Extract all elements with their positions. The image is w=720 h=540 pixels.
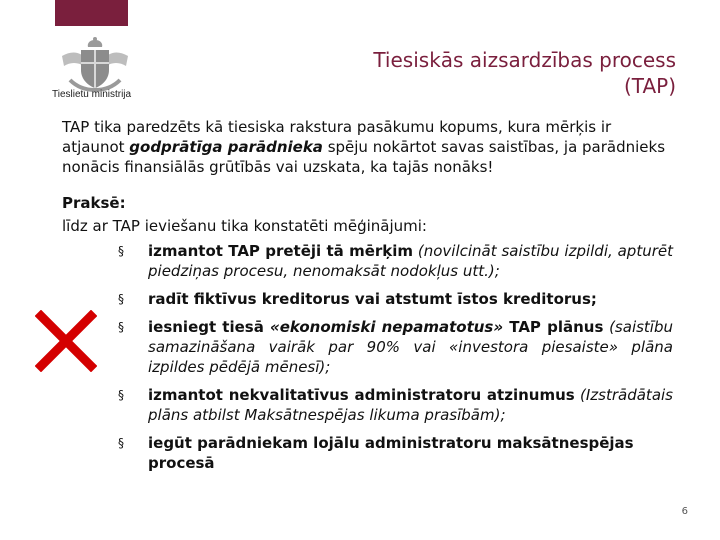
item-italic-text: (Izstrādātais plāns atbilst Maksātnespējas likuma prasībām); bbox=[148, 386, 673, 424]
bullet-icon: § bbox=[118, 388, 124, 402]
list-item bbox=[118, 317, 673, 377]
item-bold-text: iegūt parādniekam lojālu administratoru maksātnespējas procesā bbox=[148, 434, 634, 472]
item-bold-text: TAP plānus bbox=[503, 318, 604, 336]
list-item bbox=[118, 385, 673, 425]
item-bold-text: izmantot nekvalitatīvus administratoru atzinumus bbox=[148, 386, 575, 404]
item-bold-italic-text: «ekonomiski nepamatotus» bbox=[270, 318, 504, 336]
intro-text-emphasis: godprātīga parādnieka bbox=[129, 138, 323, 156]
item-italic-text: (novilcināt saistību izpildi, apturēt piedziņas procesu, nenomaksāt nodokļus utt.); bbox=[148, 242, 673, 280]
ministry-name: Tieslietu ministrija bbox=[52, 89, 132, 100]
page-title bbox=[246, 47, 676, 99]
list-item bbox=[118, 433, 673, 473]
intro-text-end: spēju nokārtot savas saistības, ja parādnieks nonācis finansiālās grūtībās vai uzskata, ka tajās nonāks! bbox=[62, 138, 666, 176]
page-number: 6 bbox=[681, 506, 688, 517]
bullet-icon: § bbox=[118, 436, 124, 450]
page-title-line2: (TAP) bbox=[623, 74, 676, 98]
page-title-line1: Tiesiskās aizsardzības process bbox=[373, 48, 676, 72]
item-italic-text: (saistību samazināšana vairāk par 90% vai «investora piesaiste» plāna izpildes pēdējā mēnesī); bbox=[148, 318, 673, 376]
intro-text-start: TAP tika paredzēts kā tiesiska rakstura pasākumu kopums, kura mērķis ir atjaunot bbox=[62, 118, 612, 156]
intro-paragraph bbox=[62, 117, 672, 177]
bullet-icon: § bbox=[118, 320, 124, 334]
bullet-icon: § bbox=[118, 244, 124, 258]
practice-heading: Praksē: bbox=[62, 194, 126, 212]
list-item bbox=[118, 241, 673, 281]
attempts-list bbox=[118, 241, 673, 481]
bullet-icon: § bbox=[118, 292, 124, 306]
item-bold-text: radīt fiktīvus kreditorus vai atstumt īstos kreditorus; bbox=[148, 290, 597, 308]
cross-icon bbox=[35, 310, 97, 372]
item-bold-text: iesniegt tiesā bbox=[148, 318, 270, 336]
brand-bar bbox=[55, 0, 128, 26]
list-item bbox=[118, 289, 673, 309]
item-bold-text: izmantot TAP pretēji tā mērķim bbox=[148, 242, 414, 260]
practice-lead: līdz ar TAP ieviešanu tika konstatēti mēģinājumi: bbox=[62, 217, 427, 235]
